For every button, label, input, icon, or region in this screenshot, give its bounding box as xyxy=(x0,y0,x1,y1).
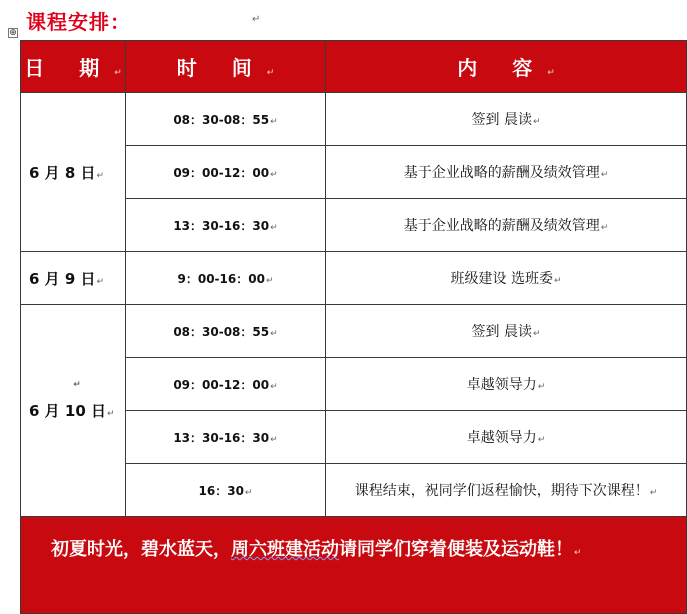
table-row xyxy=(21,305,687,358)
table-row xyxy=(21,93,687,146)
time-cell: 09：00-12：00↵ xyxy=(126,358,326,411)
time-cell: 08：30-08：55↵ xyxy=(126,305,326,358)
footer-notice: 初夏时光，碧水蓝天，周六班建活动请同学们穿着便装及运动鞋！↵ xyxy=(21,517,687,614)
table-header-row xyxy=(21,41,687,93)
time-cell: 09：00-12：00↵ xyxy=(126,146,326,199)
content-cell: 课程结束，祝同学们返程愉快，期待下次课程！↵ xyxy=(326,464,687,517)
table-row xyxy=(21,252,687,305)
time-cell: 13：30-16：30↵ xyxy=(126,411,326,464)
page-title: 课程安排： xyxy=(26,10,131,34)
date-cell: 6 月 8 日↵ xyxy=(21,93,126,252)
date-cell: ↵ 6 月 10 日↵ xyxy=(21,305,126,517)
time-cell: 13：30-16：30↵ xyxy=(126,199,326,252)
paragraph-mark-icon: ↵ xyxy=(73,380,81,390)
content-cell: 签到 晨读↵ xyxy=(326,93,687,146)
content-cell: 签到 晨读↵ xyxy=(326,305,687,358)
content-cell: 基于企业战略的薪酬及绩效管理↵ xyxy=(326,146,687,199)
footer-row xyxy=(21,517,687,614)
content-cell: 班级建设 选班委↵ xyxy=(326,252,687,305)
content-cell: 卓越领导力↵ xyxy=(326,358,687,411)
paragraph-mark-icon: ↵ xyxy=(252,14,261,25)
schedule-table xyxy=(20,40,687,614)
content-cell: 卓越领导力↵ xyxy=(326,411,687,464)
footer-underlined-text: 周六班建活动 xyxy=(231,539,339,560)
header-time: 时 间↵ xyxy=(126,41,326,93)
date-cell: 6 月 9 日↵ xyxy=(21,252,126,305)
content-cell: 基于企业战略的薪酬及绩效管理↵ xyxy=(326,199,687,252)
header-date: 日 期↵ xyxy=(21,41,126,93)
time-cell: 16：30↵ xyxy=(126,464,326,517)
time-cell: 08：30-08：55↵ xyxy=(126,93,326,146)
table-move-handle-icon[interactable]: ⊕ xyxy=(9,28,17,38)
header-content: 内 容↵ xyxy=(326,41,687,93)
time-cell: 9：00-16：00↵ xyxy=(126,252,326,305)
